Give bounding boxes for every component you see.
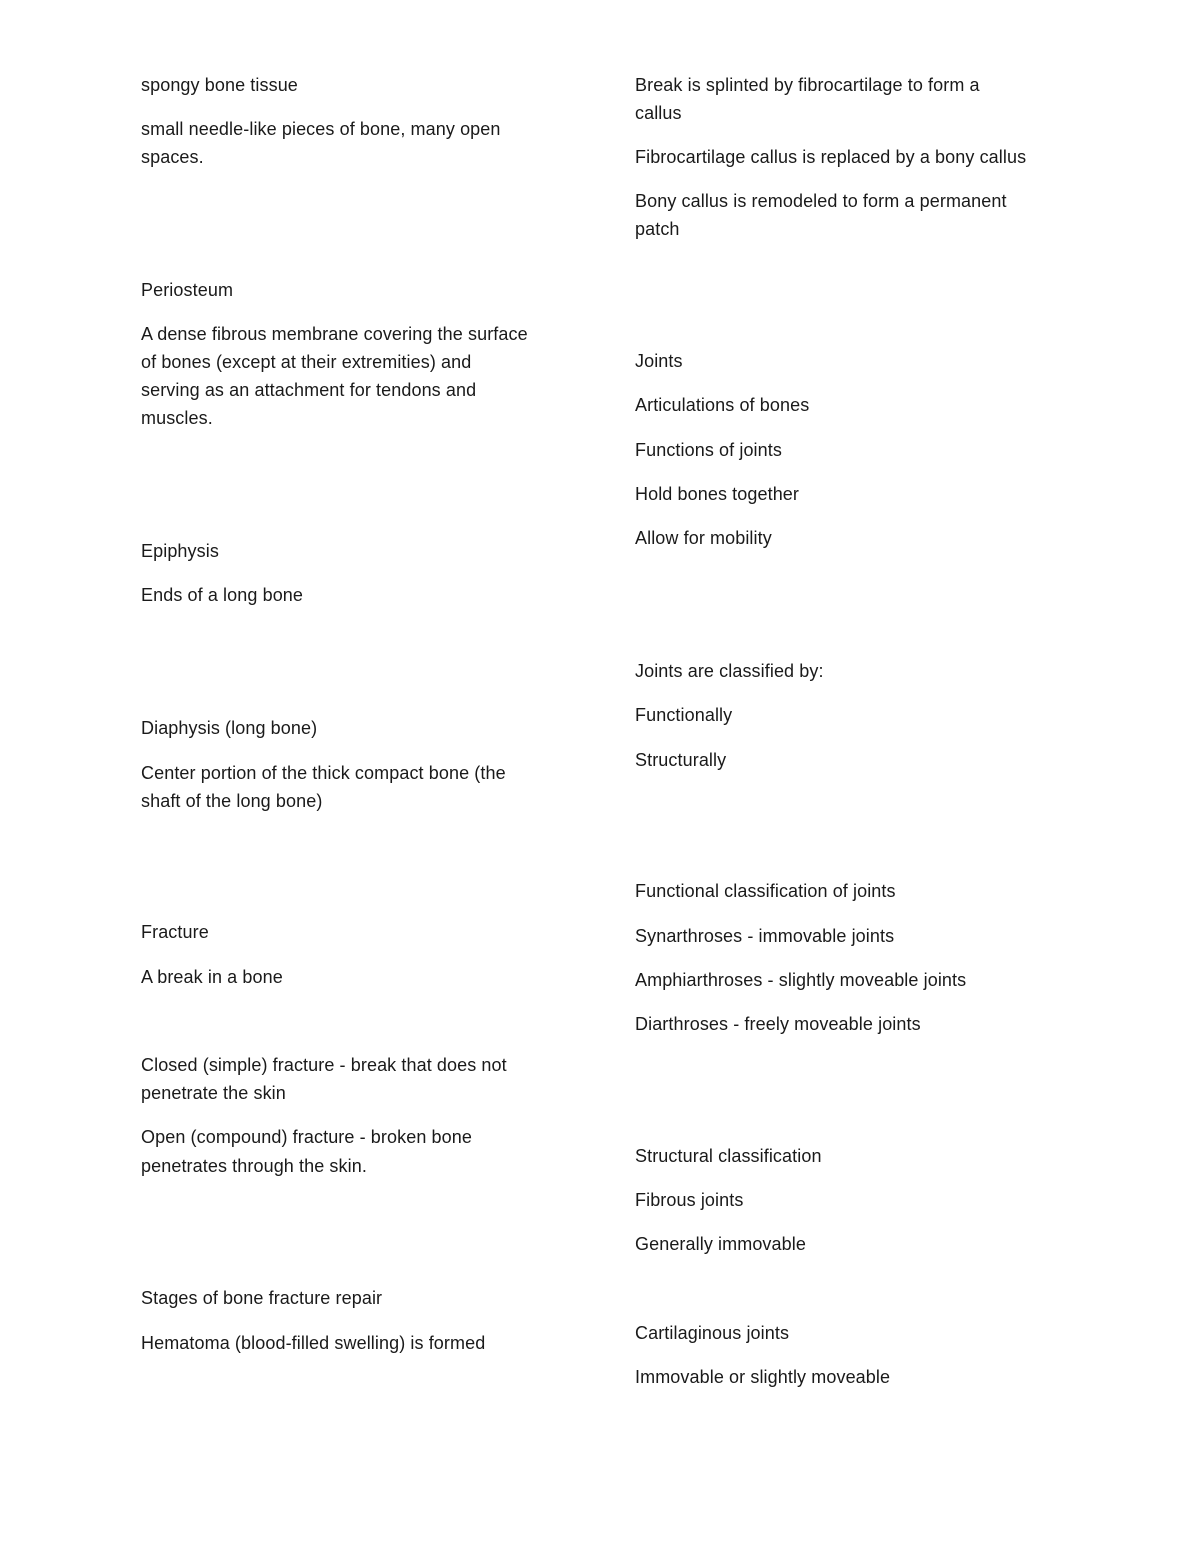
term-fibrous-joints: Fibrous joints xyxy=(635,1190,744,1210)
definition-line: Structurally xyxy=(635,750,727,770)
definition-line: Generally immovable xyxy=(635,1234,806,1254)
definition-line: of bones (except at their extremities) and xyxy=(141,352,472,372)
term-fracture-repair: Stages of bone fracture repair xyxy=(141,1288,383,1308)
definition-line: serving as an attachment for tendons and xyxy=(141,380,477,400)
definition-line: Diarthroses - freely moveable joints xyxy=(635,1014,921,1034)
term-joint-classification: Joints are classified by: xyxy=(635,661,824,681)
definition-line: Hold bones together xyxy=(635,484,800,504)
definition-line: penetrate the skin xyxy=(141,1083,286,1103)
definition-line: Hematoma (blood-filled swelling) is formed xyxy=(141,1333,486,1353)
definition-line: small needle-like pieces of bone, many open xyxy=(141,119,501,139)
definition-line: spaces. xyxy=(141,147,204,167)
term-periosteum: Periosteum xyxy=(141,280,234,300)
definition-line: Amphiarthroses - slightly moveable joints xyxy=(635,970,967,990)
term-epiphysis: Epiphysis xyxy=(141,541,219,561)
definition-line: Articulations of bones xyxy=(635,395,810,415)
definition-line: Break is splinted by fibrocartilage to form a xyxy=(635,75,980,95)
definition-line: Functionally xyxy=(635,705,733,725)
definition-line: muscles. xyxy=(141,408,213,428)
definition-line: shaft of the long bone) xyxy=(141,791,323,811)
definition-line: callus xyxy=(635,103,682,123)
definition-line: A break in a bone xyxy=(141,967,283,987)
term-fracture: Fracture xyxy=(141,922,209,942)
term-closed-fracture: Closed (simple) fracture - break that does not xyxy=(141,1055,507,1075)
definition-line: Allow for mobility xyxy=(635,528,772,548)
term-cartilaginous-joints: Cartilaginous joints xyxy=(635,1323,790,1343)
definition-line: patch xyxy=(635,219,680,239)
term-joints: Joints xyxy=(635,351,683,371)
definition-line: Synarthroses - immovable joints xyxy=(635,926,895,946)
definition-line: Ends of a long bone xyxy=(141,585,304,605)
term-functional-classification: Functional classification of joints xyxy=(635,881,896,901)
definition-line: A dense fibrous membrane covering the surface xyxy=(141,324,528,344)
definition-line: Fibrocartilage callus is replaced by a bony callus xyxy=(635,147,1027,167)
definition-line: Center portion of the thick compact bone (the xyxy=(141,763,506,783)
term-open-fracture: Open (compound) fracture - broken bone xyxy=(141,1127,472,1147)
term-structural-classification: Structural classification xyxy=(635,1146,822,1166)
term-functions-of-joints: Functions of joints xyxy=(635,440,782,460)
term-diaphysis: Diaphysis (long bone) xyxy=(141,718,318,738)
definition-line: Bony callus is remodeled to form a permanent xyxy=(635,191,1007,211)
definition-line: Immovable or slightly moveable xyxy=(635,1367,891,1387)
definition-line: penetrates through the skin. xyxy=(141,1156,367,1176)
term-spongy-bone: spongy bone tissue xyxy=(141,75,298,95)
